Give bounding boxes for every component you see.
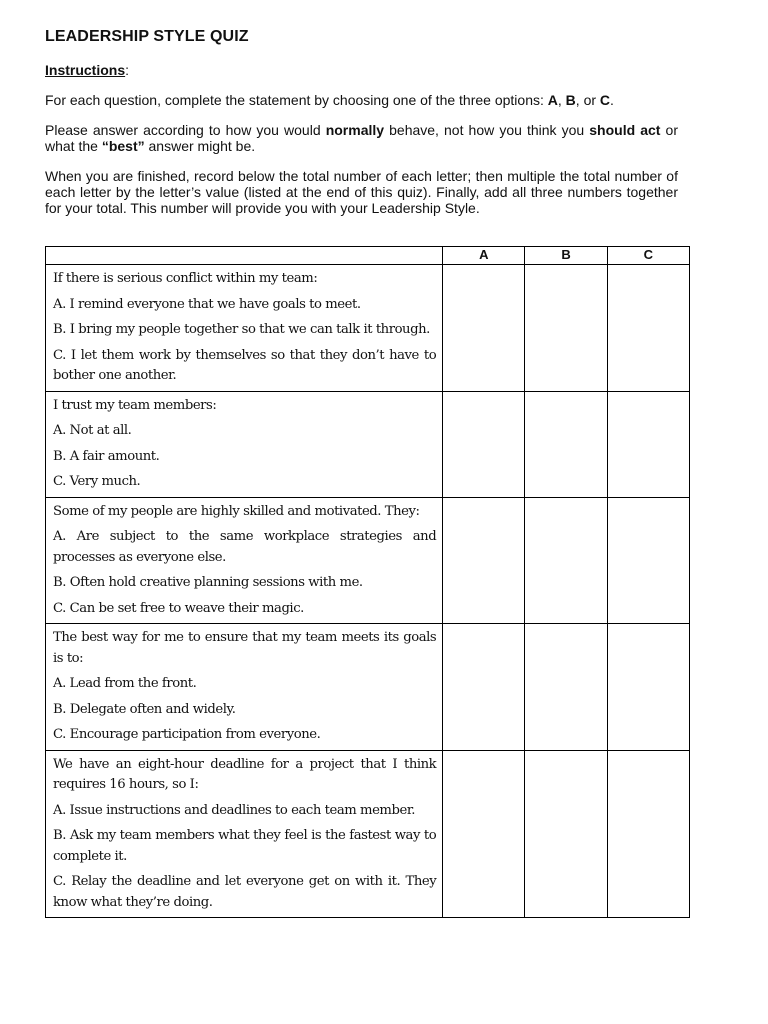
question-prompt: I trust my team members: xyxy=(53,397,217,413)
instructions-paragraph-1 xyxy=(45,92,678,108)
answer-cell-b[interactable] xyxy=(525,750,607,918)
instructions-paragraph-3: When you are finished, record below the total number of each letter; then multiple the total number of each letter by the letter’s value (listed at the end of this quiz). Finally, add all three numbers together for your total. This number will provide you with your Leadership Style. xyxy=(45,168,678,216)
question-prompt: If there is serious conflict within my team: xyxy=(53,271,318,286)
option-a: A. Are subject to the same workplace strategies and processes as everyone else. xyxy=(53,529,437,565)
header-b: B xyxy=(525,247,607,265)
answer-cell-b[interactable] xyxy=(525,265,607,392)
para2-text-2: behave, not how you think you xyxy=(384,122,590,138)
answer-cell-a[interactable] xyxy=(443,624,525,751)
table-row xyxy=(46,750,690,918)
para1-text-3: , or xyxy=(575,92,600,108)
table-header-row xyxy=(46,247,690,265)
para1-option-b: B xyxy=(565,92,576,108)
option-a: A. Issue instructions and deadlines to each team member. xyxy=(53,802,415,818)
question-3 xyxy=(46,497,443,624)
table-row xyxy=(46,624,690,751)
para2-normally: normally xyxy=(325,122,385,138)
question-prompt: The best way for me to ensure that my team meets its goals is to: xyxy=(53,630,437,666)
answer-cell-a[interactable] xyxy=(443,750,525,918)
instructions-colon: : xyxy=(125,62,130,78)
option-a: A. Not at all. xyxy=(53,423,132,438)
instructions-heading xyxy=(45,62,678,78)
option-c: C. I let them work by themselves so that they don’t have to bother one another. xyxy=(53,347,437,383)
option-b: B. Ask my team members what they feel is the fastest way to complete it. xyxy=(53,828,437,864)
option-c: C. Encourage participation from everyone. xyxy=(53,727,321,742)
option-a: A. Lead from the front. xyxy=(53,676,197,691)
answer-cell-a[interactable] xyxy=(443,391,525,497)
question-prompt: Some of my people are highly skilled and motivated. They: xyxy=(53,503,420,519)
question-prompt: We have an eight-hour deadline for a project that I think requires 16 hours, so I: xyxy=(53,756,437,792)
para1-option-c: C xyxy=(599,92,611,108)
option-a: A. I remind everyone that we have goals to meet. xyxy=(53,296,361,312)
para1-text-1: For each question, complete the statement by choosing one of the three options: xyxy=(45,92,548,108)
para2-text-4: answer might be. xyxy=(144,138,256,154)
option-b: B. A fair amount. xyxy=(53,448,160,464)
answer-cell-c[interactable] xyxy=(607,624,689,751)
option-c: C. Very much. xyxy=(53,474,141,489)
page-title: LEADERSHIP STYLE QUIZ xyxy=(45,28,249,45)
answer-cell-c[interactable] xyxy=(607,265,689,392)
quiz-table xyxy=(45,246,690,918)
header-c: C xyxy=(607,247,689,265)
answer-cell-a[interactable] xyxy=(443,497,525,624)
para1-text-2: , xyxy=(557,92,566,108)
option-b: B. Delegate often and widely. xyxy=(53,701,236,717)
instructions-paragraph-2 xyxy=(45,122,678,154)
option-b: B. Often hold creative planning sessions with me. xyxy=(53,575,363,590)
question-2 xyxy=(46,391,443,497)
option-c: C. Relay the deadline and let everyone get on with it. They know what they’re doing. xyxy=(53,874,437,910)
para2-text-1: Please answer according to how you would xyxy=(45,122,326,138)
answer-cell-c[interactable] xyxy=(607,750,689,918)
header-question xyxy=(46,247,443,265)
answer-cell-b[interactable] xyxy=(525,391,607,497)
answer-cell-b[interactable] xyxy=(525,624,607,751)
instructions-label: Instructions xyxy=(45,62,126,78)
answer-cell-c[interactable] xyxy=(607,391,689,497)
para2-should-act: should act xyxy=(589,122,661,138)
option-c: C. Can be set free to weave their magic. xyxy=(53,600,304,616)
para1-option-a: A xyxy=(547,92,558,108)
para2-best: “best” xyxy=(101,138,145,154)
document-page xyxy=(45,28,678,230)
table-row xyxy=(46,497,690,624)
para1-text-4: . xyxy=(610,92,614,108)
para2-text-3: or what the xyxy=(45,122,678,154)
answer-cell-a[interactable] xyxy=(443,265,525,392)
table-row xyxy=(46,391,690,497)
answer-cell-b[interactable] xyxy=(525,497,607,624)
question-4 xyxy=(46,624,443,751)
answer-cell-c[interactable] xyxy=(607,497,689,624)
question-5 xyxy=(46,750,443,918)
header-a: A xyxy=(443,247,525,265)
table-row xyxy=(46,265,690,392)
question-1 xyxy=(46,265,443,392)
option-b: B. I bring my people together so that we can talk it through. xyxy=(53,322,430,337)
